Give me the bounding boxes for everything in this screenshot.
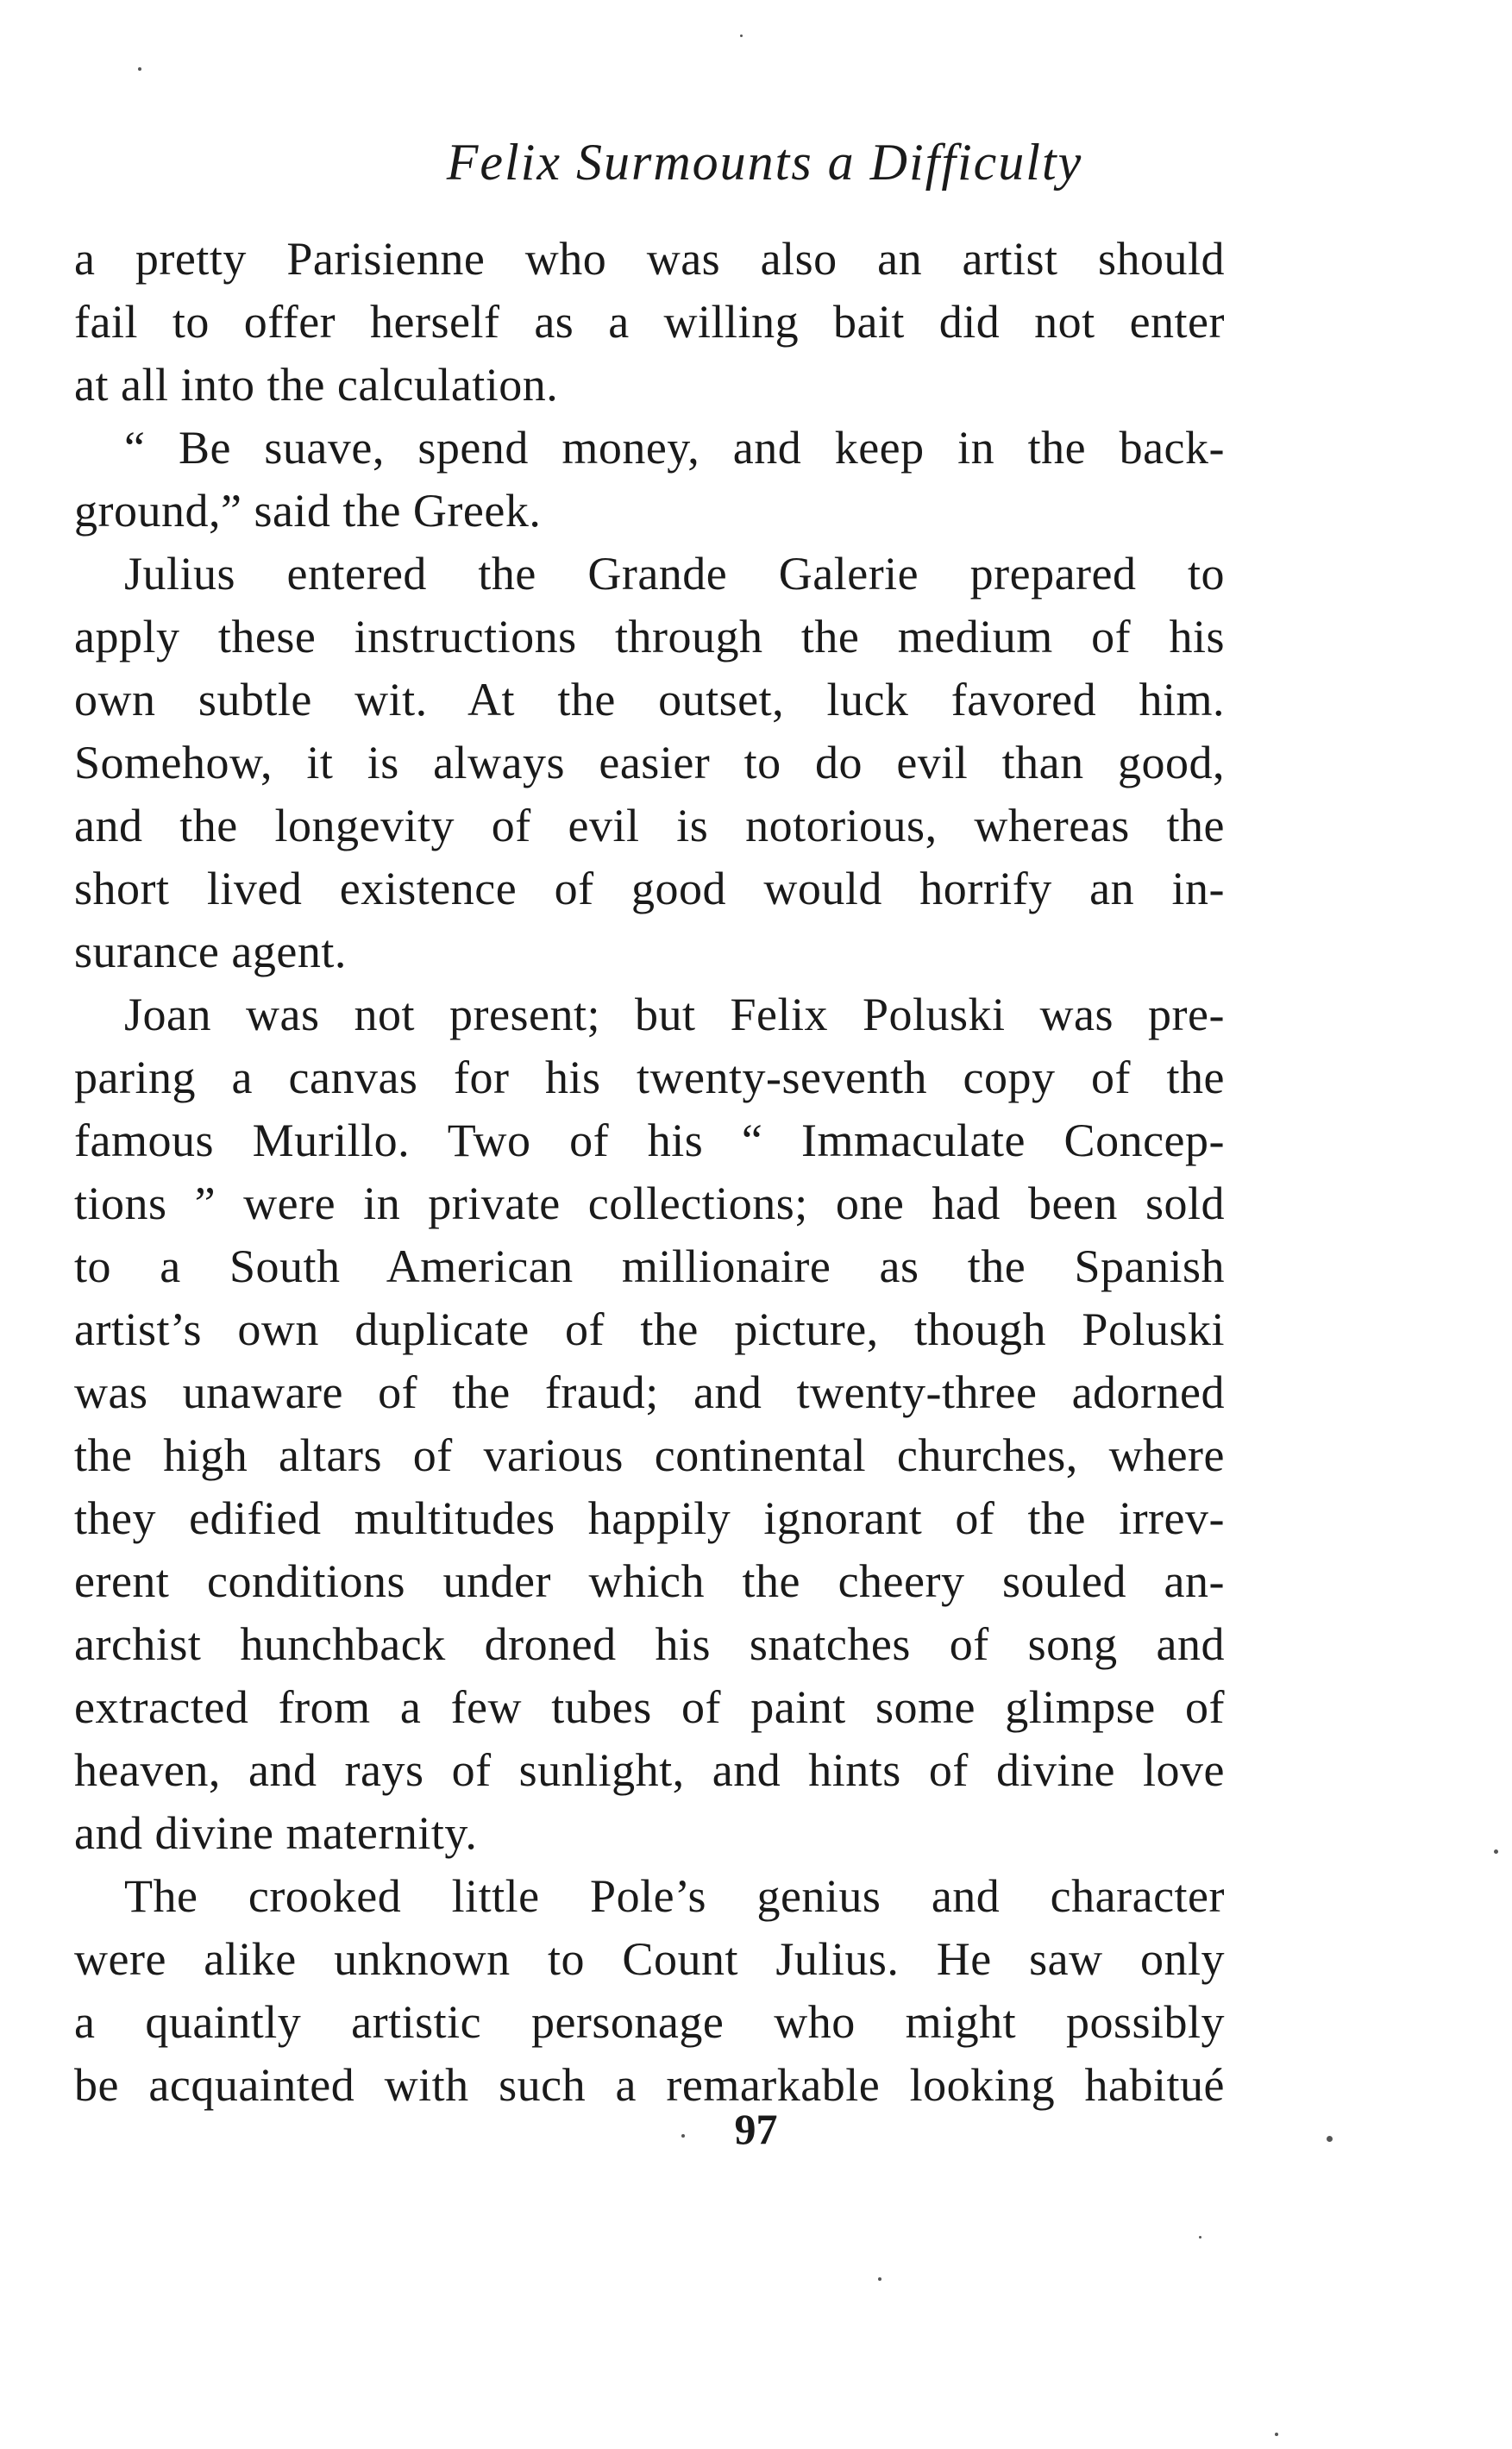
text-line: was unaware of the fraud; and twenty-three adorned (74, 1366, 1225, 1418)
text-line: surance agent. (74, 926, 347, 977)
text-line: tions ” were in private collections; one had been sold (74, 1177, 1225, 1229)
text-line: artist’s own duplicate of the picture, though Poluski (74, 1303, 1225, 1355)
text-line: short lived existence of good would horrify an in- (74, 863, 1225, 914)
text-line: Joan was not present; but Felix Poluski was pre- (124, 989, 1225, 1040)
text-line: and divine maternity. (74, 1807, 478, 1859)
text-line: “ Be suave, spend money, and keep in the back- (124, 422, 1225, 474)
text-line: famous Murillo. Two of his “ Immaculate Concep- (74, 1115, 1225, 1166)
text-line: were alike unknown to Count Julius. He saw only (74, 1933, 1225, 1985)
scan-speck (878, 2277, 881, 2281)
text-line: heaven, and rays of sunlight, and hints of divine love (74, 1744, 1225, 1796)
text-line: extracted from a few tubes of paint some glimpse of (74, 1681, 1225, 1733)
text-line: Somehow, it is always easier to do evil than good, (74, 737, 1225, 788)
text-line: to a South American millionaire as the Spanish (74, 1240, 1225, 1292)
scan-speck (1199, 2236, 1201, 2239)
page-number: 97 (734, 2105, 778, 2153)
scan-speck (740, 35, 743, 37)
text-line: paring a canvas for his twenty-seventh copy of the (74, 1052, 1225, 1103)
text-line: archist hunchback droned his snatches of song and (74, 1618, 1225, 1670)
text-line: and the longevity of evil is notorious, whereas the (74, 800, 1225, 851)
text-line: they edified multitudes happily ignorant of the irrev- (74, 1492, 1225, 1544)
scan-speck (1494, 1849, 1498, 1854)
scan-speck (681, 2134, 685, 2138)
text-line: ground,” said the Greek. (74, 485, 542, 537)
text-line: at all into the calculation. (74, 359, 559, 411)
text-line: The crooked little Pole’s genius and character (124, 1870, 1225, 1922)
text-line: own subtle wit. At the outset, luck favored him. (74, 674, 1225, 725)
text-line: a pretty Parisienne who was also an artist should (74, 233, 1225, 285)
text-line: Julius entered the Grande Galerie prepared to (124, 548, 1225, 600)
text-line: be acquainted with such a remarkable looking habitué (74, 2059, 1225, 2111)
text-line: erent conditions under which the cheery souled an- (74, 1555, 1225, 1607)
scan-speck (1275, 2433, 1278, 2436)
running-head: Felix Surmounts a Difficulty (446, 134, 1083, 191)
text-line: fail to offer herself as a willing bait did not enter (74, 296, 1225, 348)
text-line: the high altars of various continental churches, where (74, 1429, 1225, 1481)
scan-speck (138, 67, 141, 71)
text-line: apply these instructions through the medium of his (74, 611, 1225, 662)
body-text (74, 228, 1225, 2117)
text-line: a quaintly artistic personage who might possibly (74, 1996, 1225, 2048)
scan-speck (1327, 2136, 1333, 2142)
